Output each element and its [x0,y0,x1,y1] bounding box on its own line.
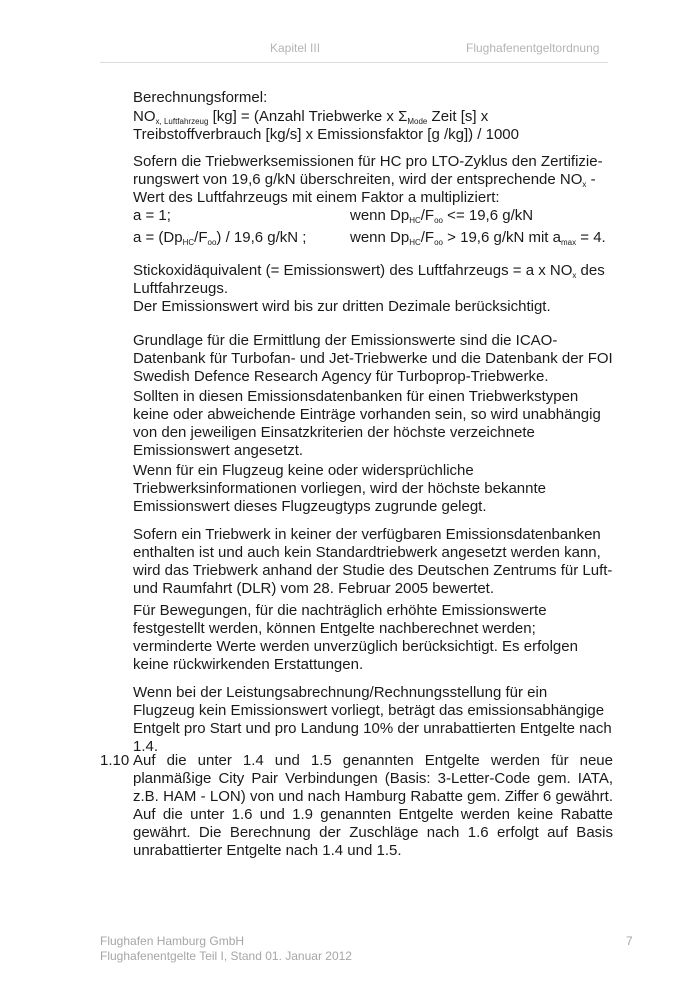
condition-a1-left: a = 1; [133,207,171,224]
header-chapter: Kapitel III [270,41,321,55]
paragraph-no-emission-value: Wenn bei der Leistungsabrechnung/Rechnungsstellung für ein Flugzeug kein Emissionswert vorliegt, beträgt das emissionsabhängige Entgelt pro Start und pro Landung 10% der unrabattierten Entgelte nach 1.4. [133,684,612,755]
footer-document: Flughafenentgelte Teil I, Stand 01. Januar 2012 [100,949,352,963]
decimal-paragraph: Der Emissionswert wird bis zur dritten Dezimale berücksichtigt. [133,298,551,315]
formula-text: $NO_{x, Luftfahrzeug}$ [kg] = (Anzahl Triebwerke x $\Sigma_{Mode}$ Zeit [s] x Treibstoffverbrauch [kg/s] x Emissionsfaktor [g /kg]) / 1000 [133,108,519,143]
footer-company: Flughafen Hamburg GmbH [100,934,245,948]
section-number: 1.10 [100,752,130,769]
section-text: Auf die unter 1.4 und 1.5 genannten Entgelte werden für neue planmäßige City Pair Verbindungen (Basis: 3-Letter-Code gem. IATA, z.B. HAM - LON) von und nach Hamburg Rabatte gem. Ziffer 6 gewährt. Auf die unter 1.6 und 1.9 genannten Entgelte werden keine Rabatte gewährt. Die Berechnung der Zuschläge nach 1.6 erfolgt auf Basis unrabattierter Entgelte nach 1.4 und 1.5. [133,752,613,859]
paragraph-missing-entries: Sollten in diesen Emissionsdatenbanken für einen Triebwerkstypen keine oder abweichende Einträge vorhanden sein, so wird unabhängig von den jeweiligen Einsatzkriterien der höchste verzeichnete Emissionswert angesetzt. [133,388,601,459]
condition-a2-right: wenn $Dp_{HC}/F_{oo} > 19,6$ g/kN mit $a_{max} = 4$. [350,229,606,247]
paragraph-dlr-study: Sofern ein Triebwerk in keiner der verfügbaren Emissionsdatenbanken enthalten ist und auch kein Standardtriebwerk angesetzt werden kann, wird das Triebwerk anhand der Studie des Deutschen Zentrums für Luft- und Raumfahrt (DLR) vom 28. Februar 2005 bewertet. [133,526,613,597]
header-title: Flughafenentgeltordnung [466,41,600,55]
paragraph-recalculation: Für Bewegungen, für die nachträglich erhöhte Emissionswerte festgestellt werden, können Entgelte nachberechnet werden; verminderte Werte werden unverzüglich berücksichtigt. Es erfolgen keine rückwirkenden Erstattungen. [133,602,578,673]
formula-heading: Berechnungsformel: [133,89,268,106]
condition-a2-left: $a = (Dp_{HC}/F_{oo}) / 19,6$ g/kN ; [133,229,307,247]
hc-paragraph: Sofern die Triebwerksemissionen für HC pro LTO-Zyklus den Zertifizierungswert von 19,6 g/kN überschreiten, wird der entsprechende $NO_x$ -Wert des Luftfahrzeugs mit einem Faktor a multipliziert: [133,153,603,206]
paragraph-contradictory-info: Wenn für ein Flugzeug keine oder widersprüchliche Triebwerksinformationen vorliegen, wird der höchste bekannte Emissionswert dieses Flugzeugtyps zugrunde gelegt. [133,462,546,515]
page-number: 7 [626,934,633,948]
header-divider [100,62,608,63]
paragraph-icao: Grundlage für die Ermittlung der Emissionswerte sind die ICAO-Datenbank für Turbofan- und Jet-Triebwerke und die Datenbank der FOI Swedish Defence Research Agency für Turboprop-Triebwerke. [133,332,613,385]
condition-a1-right: wenn $Dp_{HC}/F_{oo} <= 19,6$ g/kN [350,207,534,225]
stickoxid-paragraph: Stickoxidäquivalent (= Emissionswert) des Luftfahrzeugs = a x $NO_x$ des Luftfahrzeugs. [133,262,605,297]
